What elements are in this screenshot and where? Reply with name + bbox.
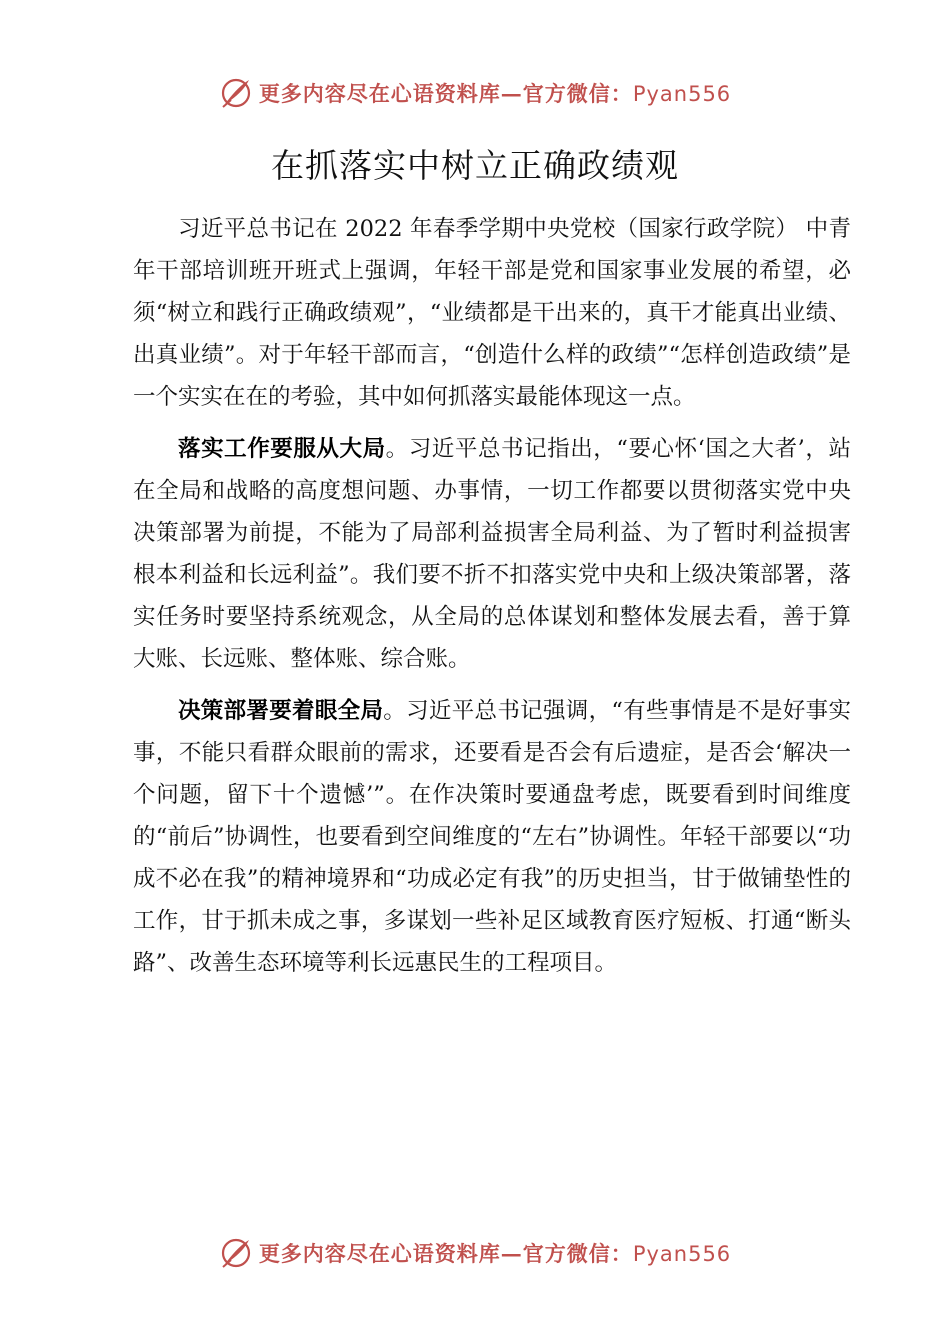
watermark-footer	[0, 1236, 950, 1270]
quill-pen-logo-icon	[219, 1236, 253, 1270]
document-title: 在抓落实中树立正确政绩观	[271, 146, 679, 185]
quill-pen-logo-icon	[219, 76, 253, 110]
paragraph-2-lead: 落实工作要服从大局	[178, 436, 386, 462]
paragraph-3	[133, 690, 851, 984]
paragraph-3-text: 。习近平总书记强调，“有些事情是不是好事实事，不能只看群众眼前的需求，还要看是否会有后遗症，是否会‘解决一个问题，留下十个遗憾’”。在作决策时要通盘考虑，既要看到时间维度的“前后”协调性，也要看到空间维度的“左右”协调性。年轻干部要以“功成不必在我”的精神境界和“功成必定有我”的历史担当，甘于做铺垫性的工作，甘于抓未成之事，多谋划一些补足区域教育医疗短板、打通“断头路”、改善生态环境等利长远惠民生的工程项目。	[133, 698, 851, 976]
document-body	[133, 208, 851, 994]
paragraph-1	[133, 208, 851, 418]
watermark-header	[0, 76, 950, 110]
watermark-text	[259, 78, 731, 108]
watermark-label: 更多内容尽在心语资料库—官方微信：	[258, 81, 633, 106]
watermark-id: Pyan556	[632, 82, 732, 106]
paragraph-1-text: 习近平总书记在 2022 年春季学期中央党校（国家行政学院） 中青年干部培训班开班式上强调，年轻干部是党和国家事业发展的希望，必须“树立和践行正确政绩观”，“业绩都是干出来的，真干才能真出业绩、出真业绩”。对于年轻干部而言，“创造什么样的政绩”“怎样创造政绩”是一个实实在在的考验，其中如何抓落实最能体现这一点。	[133, 216, 851, 410]
watermark-id-footer: Pyan556	[632, 1242, 732, 1266]
watermark-label-footer: 更多内容尽在心语资料库—官方微信：	[258, 1241, 633, 1266]
watermark-text-footer	[259, 1238, 731, 1268]
paragraph-2	[133, 428, 851, 680]
paragraph-3-lead: 决策部署要着眼全局	[178, 698, 384, 724]
paragraph-2-text: 。习近平总书记指出，“要心怀‘国之大者’，站在全局和战略的高度想问题、办事情，一切工作都要以贯彻落实党中央决策部署为前提，不能为了局部利益损害全局利益、为了暂时利益损害根本利益和长远利益”。我们要不折不扣落实党中央和上级决策部署，落实任务时要坚持系统观念，从全局的总体谋划和整体发展去看，善于算大账、长远账、整体账、综合账。	[133, 436, 851, 672]
